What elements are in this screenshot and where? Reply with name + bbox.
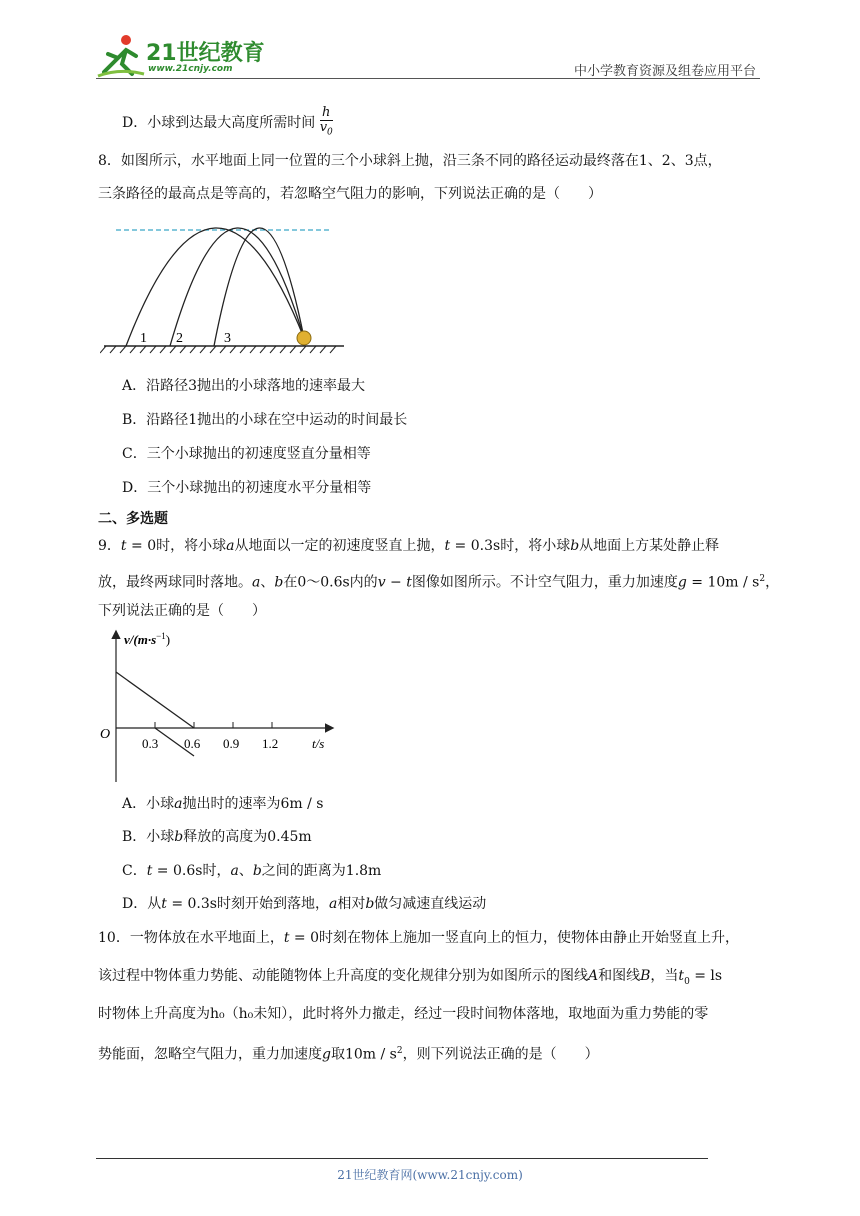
q7-frac-num: h [320, 106, 333, 121]
var-t0-sub: 0 [684, 976, 690, 987]
path-2 [170, 228, 304, 346]
q7-frac-den: v [319, 120, 328, 135]
q9-option-text: = 0.3s时刻开始到落地， [166, 896, 329, 912]
q10-text: = 0时刻在物体上施加一竖直向上的恒力，使物体由静止开始竖直上升， [289, 930, 740, 946]
q10-text: 势能面，忽略空气阻力，重力加速度 [98, 1046, 322, 1063]
q9-number: 9． [98, 538, 121, 554]
tick-label-0-6: 0.6 [184, 736, 201, 751]
q9-option-text: D．从 [122, 896, 162, 912]
var-B: B [640, 968, 651, 984]
q9-option-d [122, 894, 486, 914]
var-b: b [274, 574, 284, 591]
var-a: a [252, 574, 261, 591]
q9-option-text: B．小球 [122, 829, 175, 845]
section-title: 二、多选题 [98, 511, 168, 527]
v-axis-label-text: v/(m·s [124, 632, 157, 647]
q8-option-b: B．沿路径1抛出的小球在空中运动的时间最长 [122, 412, 408, 428]
ball [297, 331, 311, 345]
q10-line3: 时物体上升高度为h₀（h₀未知），此时将外力撤走，经过一段时间物体落地，取地面为重力势能的零 [98, 1006, 709, 1022]
tick-label-1-2: 1.2 [262, 736, 279, 751]
q10-text: = ls [689, 968, 723, 984]
q9-option-text: 之间的距离为1.8m [261, 863, 382, 879]
q9-stem-line2 [98, 569, 779, 593]
q8-trajectory-figure [100, 222, 350, 354]
q9-stem-line1 [98, 536, 719, 556]
q8-stem-line2: 三条路径的最高点是等高的，若忽略空气阻力的影响，下列说法正确的是（ ） [98, 186, 602, 202]
q9-option-c [122, 861, 381, 881]
q9-text: 从地面上方某处静止释 [579, 538, 720, 554]
q9-text: = 0.3s时，将小球 [450, 538, 571, 554]
q9-sup: 2 [759, 574, 766, 584]
q10-line4 [98, 1041, 599, 1065]
q9-option-a [122, 794, 323, 814]
var-A: A [588, 968, 599, 984]
footer-link[interactable]: 21世纪教育网(www.21cnjy.com) [337, 1168, 523, 1182]
q9-option-text: 抛出时的速率为6m / s [182, 796, 324, 812]
var-a: a [328, 896, 338, 912]
label-3: 3 [224, 331, 231, 346]
line-a [116, 672, 194, 728]
var-a: a [226, 538, 235, 554]
footer-divider [96, 1158, 708, 1159]
q9-option-text: C． [122, 863, 147, 879]
q10-line1 [98, 928, 739, 948]
var-a: a [230, 863, 239, 879]
v-axis-label [124, 631, 170, 647]
q7-fraction [320, 106, 333, 140]
q7-option-d-label: D． [122, 114, 148, 131]
q10-line2 [98, 966, 722, 992]
q9-text: 放，最终两球同时落地。 [98, 574, 252, 591]
q8-option-c: C．三个小球抛出的初速度竖直分量相等 [122, 446, 371, 462]
var-t: t [444, 538, 451, 554]
q9-text: 图像如图所示。不计空气阻力，重力加速度 [411, 574, 678, 591]
label-2: 2 [176, 331, 183, 346]
runner-logo-icon [96, 32, 146, 78]
path-3 [214, 228, 304, 346]
var-t: t [146, 863, 153, 879]
q10-text: 该过程中物体重力势能、动能随物体上升高度的变化规律分别为如图所示的图线 [98, 968, 588, 984]
q7-frac-den-sub: 0 [327, 127, 333, 138]
q9-option-text: 做匀减速直线运动 [374, 896, 487, 912]
q9-text: 、 [260, 574, 275, 591]
label-1: 1 [140, 331, 147, 346]
q9-option-text: A．小球 [122, 796, 175, 812]
var-b: b [570, 538, 580, 554]
q9-option-text: 释放的高度为0.45m [183, 829, 312, 845]
q10-text: 10．一物体放在水平地面上， [98, 930, 284, 946]
q9-option-text: 、 [238, 863, 253, 879]
header-divider [96, 78, 760, 79]
q9-option-text: 相对 [337, 896, 366, 912]
q9-vt-graph [96, 626, 346, 786]
q9-text: = 0时，将小球 [126, 538, 227, 554]
platform-name: 中小学教育资源及组卷应用平台 [573, 64, 756, 79]
ground-hatching [100, 346, 336, 353]
q9-option-b [122, 827, 312, 847]
q7-option-d [122, 106, 333, 140]
var-g: g [677, 574, 687, 591]
q9-stem-line3: 下列说法正确的是（ ） [98, 603, 266, 619]
site-logo [96, 32, 266, 78]
logo-text: 21世纪教育 [146, 41, 265, 66]
q9-text: 从地面以一定的初速度竖直上抛， [234, 538, 445, 554]
origin-label: O [100, 727, 111, 742]
var-t: t [161, 896, 167, 912]
var-b: b [365, 896, 375, 912]
var-t0: t [678, 968, 685, 984]
var-t: t [120, 538, 127, 554]
q8-option-a: A．沿路径3抛出的小球落地的速率最大 [122, 378, 366, 394]
q10-text: 取10m / s [330, 1046, 397, 1063]
var-a: a [174, 796, 183, 812]
tick-label-0-3: 0.3 [142, 736, 159, 751]
q9-option-text: = 0.6s时， [152, 863, 231, 879]
q10-sup: 2 [396, 1046, 403, 1056]
var-t: t [283, 930, 290, 946]
q10-text: ，当 [650, 968, 679, 984]
var-b: b [174, 829, 184, 845]
q8-option-d: D．三个小球抛出的初速度水平分量相等 [122, 480, 372, 496]
var-g: g [322, 1046, 331, 1063]
v-axis-label-sup: −1 [156, 631, 166, 641]
var-b: b [252, 863, 262, 879]
tick-label-0-9: 0.9 [223, 736, 240, 751]
q9-text: 在0～0.6s内的 [283, 574, 378, 591]
logo-url: www.21cnjy.com [148, 64, 233, 74]
q7-option-d-text: 小球到达最大高度所需时间 [147, 114, 316, 131]
q10-text: 和图线 [598, 968, 641, 984]
var-vt: v − t [377, 574, 412, 591]
q10-text: ，则下列说法正确的是（ ） [402, 1046, 599, 1063]
v-axis-label-end: ) [165, 632, 171, 647]
q9-text: ， [765, 574, 780, 591]
q9-text: = 10m / s [686, 574, 760, 591]
t-axis-label: t/s [312, 736, 325, 751]
q8-stem-line1: 8．如图所示，水平地面上同一位置的三个小球斜上抛，沿三条不同的路径运动最终落在1、2、3点， [98, 153, 722, 169]
